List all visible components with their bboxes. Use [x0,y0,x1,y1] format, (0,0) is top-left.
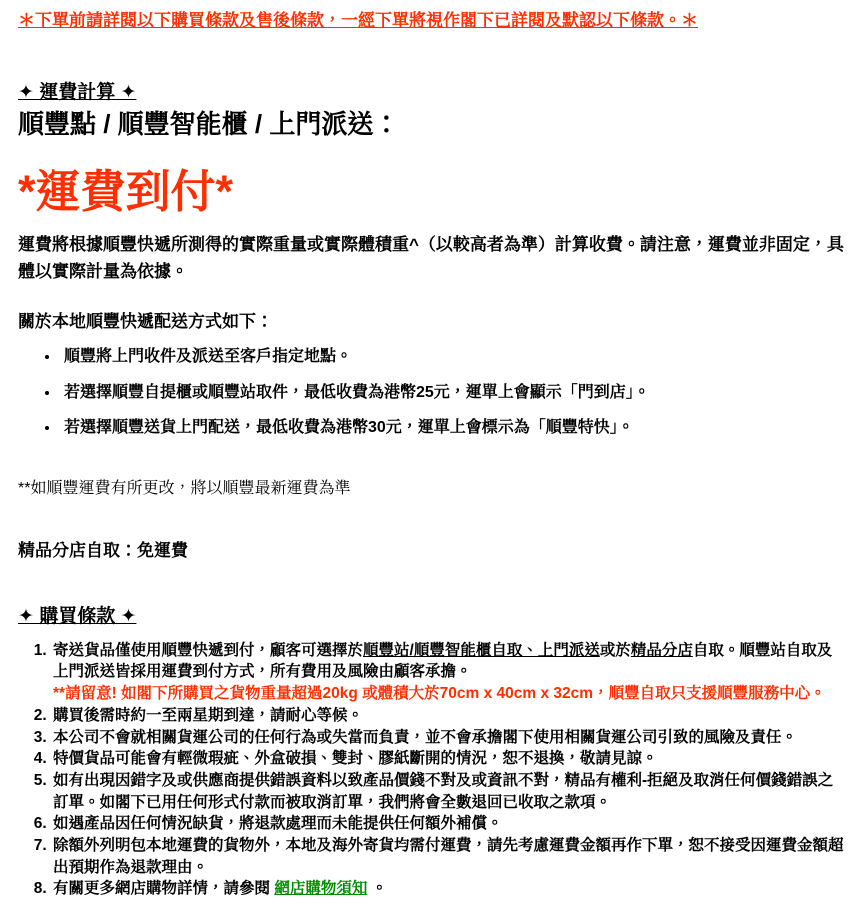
term-item [51,878,847,900]
list-item: • 若選擇順豐自提櫃或順豐站取件，最低收費為港幣25元，運單上會顯示「門到店」。 [60,382,847,404]
list-item: • 順豐將上門收件及派送至客戶指定地點。 [60,346,847,368]
weight-limit-warning: **請留意! 如閣下所購買之貨物重量超過20kg 或體積大於70cm x 40cm x 32cm，順豐自取只支援順豐服務中心。 [53,685,826,703]
fee-change-note: **如順豐運費有所更改，將以順豐最新運費為準 [18,479,351,497]
freight-collect-banner: *運費到付* [18,166,234,218]
shipping-fee-heading: ✦ 運費計算 ✦ [18,81,137,103]
underlined-pickup-options: 順豐站/順豐智能櫃自取、上門派送 [363,641,600,659]
store-shopping-guide-link[interactable]: 網店購物須知 [274,880,368,898]
term-item: 2. 購買後需時約一至兩星期到達，請耐心等候。 [51,705,847,727]
term-text: 或於 [599,641,631,659]
delivery-methods-list [18,346,847,439]
pre-order-notice: ＊下單前請詳閱以下購買條款及售後條款，一經下單將視作閣下已詳閱及默認以下條款。＊ [18,11,698,30]
term-text: 自取。順豐站自取及上門派送皆採用運費到付方式，所有費用及風險由顧客承擔。 [53,641,833,681]
delivery-options-title: 順豐點 / 順豐智能櫃 / 上門派送： [18,108,400,139]
term-item [51,640,847,705]
purchase-terms-heading: ✦ 購買條款 ✦ [18,605,137,627]
term-text: 。 [367,880,388,898]
delivery-methods-heading: 關於本地順豐快遞配送方式如下： [18,312,273,331]
purchase-terms-list [18,640,847,900]
term-item: 6. 如遇產品因任何情況缺貨，將退款處理而未能提供任何額外補償。 [51,813,847,835]
shipping-fee-section [18,77,847,561]
purchase-terms-section [18,601,847,900]
list-item: • 若選擇順豐送貨上門配送，最低收費為港幣30元，運單上會標示為「順豐特快」。 [60,417,847,439]
store-pickup-free-note: 精品分店自取：免運費 [18,540,188,560]
term-item: 4. 特價貨品可能會有輕微瑕疵、外盒破損、雙封、膠紙斷開的情況，恕不退換，敬請見諒。 [51,748,847,770]
term-item: 7. 除額外列明包本地運費的貨物外，本地及海外寄貨均需付運費，請先考慮運費金額再作下單，恕不接受因運費金額超出預期作為退款理由。 [51,835,847,878]
term-item: 5. 如有出現因錯字及或供應商提供錯誤資料以致產品價錢不對及或資訊不對，精品有權利-拒絕及取消任何價錢錯誤之訂單。如閣下已用任何形式付款而被取消訂單，我們將會全數退回已收取之款項。 [51,770,847,813]
term-text: 寄送貨品僅使用順豐快遞到付，顧客可選擇於 [53,641,364,659]
fee-calculation-paragraph: 運費將根據順豐快遞所測得的實際重量或實際體積重^（以較高者為準）計算收費。請注意，運費並非固定，具體以實際計量為依據。 [18,234,844,281]
term-text: 有關更多網店購物詳情，請參閱 [53,880,275,898]
term-item: 3. 本公司不會就相關貨運公司的任何行為或失當而負責，並不會承擔閣下使用相關貨運公司引致的風險及責任。 [51,727,847,749]
underlined-boutique-store: 精品分店 [630,641,693,659]
